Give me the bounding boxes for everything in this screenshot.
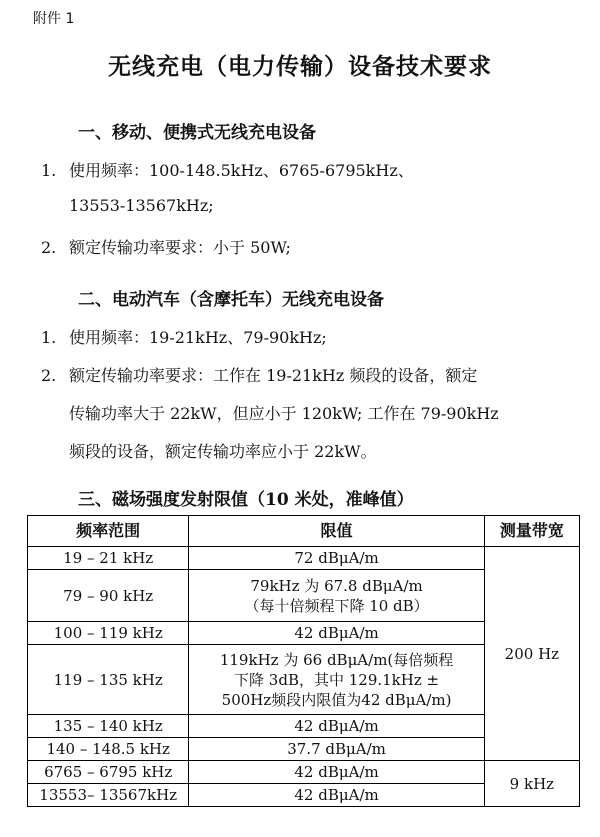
header-limit: 限值 <box>189 516 484 547</box>
frequency-range-cell: 119 – 135 kHz <box>28 645 189 715</box>
section2-item2-continuation-2: 频段的设备，额定传输功率应小于 22kW。 <box>69 442 377 461</box>
frequency-range-cell: 79 – 90 kHz <box>28 570 189 622</box>
section2-heading: 二、电动汽车（含摩托车）无线充电设备 <box>78 290 384 310</box>
limit-line: 500Hz频段内限值为42 dBμA/m) <box>221 690 452 709</box>
section2-item1-number: 1. <box>41 328 57 347</box>
frequency-range-cell: 13553– 13567kHz <box>28 784 189 807</box>
limit-cell: 37.7 dBμA/m <box>189 738 484 761</box>
limit-cell: 42 dBμA/m <box>189 622 484 645</box>
table-header-row <box>28 516 580 547</box>
section1-item2-number: 2. <box>41 238 57 257</box>
limit-cell: 42 dBμA/m <box>189 784 484 807</box>
section3-heading: 三、磁场强度发射限值（10 米处，准峰值） <box>78 490 414 510</box>
limit-cell: 42 dBμA/m <box>189 715 484 738</box>
table-row <box>28 761 580 784</box>
bandwidth-cell: 200 Hz <box>484 547 579 761</box>
section1-item2-text: 额定传输功率要求：小于 50W; <box>69 238 291 257</box>
header-frequency-range: 频率范围 <box>28 516 189 547</box>
section2-item2 <box>41 363 477 386</box>
frequency-range-cell: 135 – 140 kHz <box>28 715 189 738</box>
limit-line: 下降 3dB，其中 129.1kHz ± <box>234 670 440 689</box>
section2-item2-continuation-1: 传输功率大于 22kW，但应小于 120kW; 工作在 79-90kHz <box>69 404 499 423</box>
section2-item2-text: 额定传输功率要求：工作在 19-21kHz 频段的设备，额定 <box>69 366 478 385</box>
document-title: 无线充电（电力传输）设备技术要求 <box>108 53 492 80</box>
limit-cell: 42 dBμA/m <box>189 761 484 784</box>
limit-line: （每十倍频程下降 10 dB） <box>244 596 429 615</box>
frequency-range-cell: 140 – 148.5 kHz <box>28 738 189 761</box>
limit-cell <box>189 570 484 622</box>
table-row <box>28 547 580 570</box>
section1-item2 <box>41 235 291 258</box>
section1-item1 <box>41 158 414 181</box>
header-bandwidth: 测量带宽 <box>484 516 579 547</box>
bandwidth-cell: 9 kHz <box>484 761 579 807</box>
section2-item1 <box>41 325 327 348</box>
emission-limits-table <box>27 515 580 807</box>
section2-item2-number: 2. <box>41 366 57 385</box>
section1-item1-text: 使用频率：100-148.5kHz、6765-6795kHz、 <box>69 161 414 180</box>
section1-item1-continuation: 13553-13567kHz; <box>69 196 214 215</box>
attachment-label: 附件 1 <box>33 11 75 27</box>
limit-cell: 72 dBμA/m <box>189 547 484 570</box>
section2-item1-text: 使用频率：19-21kHz、79-90kHz; <box>69 328 327 347</box>
section1-heading: 一、移动、便携式无线充电设备 <box>78 123 316 143</box>
limit-line: 119kHz 为 66 dBμA/m(每倍频程 <box>219 650 454 669</box>
limit-cell <box>189 645 484 715</box>
frequency-range-cell: 100 – 119 kHz <box>28 622 189 645</box>
section1-item1-number: 1. <box>41 161 57 180</box>
limit-line: 79kHz 为 67.8 dBμA/m <box>250 576 423 595</box>
frequency-range-cell: 6765 – 6795 kHz <box>28 761 189 784</box>
frequency-range-cell: 19 – 21 kHz <box>28 547 189 570</box>
